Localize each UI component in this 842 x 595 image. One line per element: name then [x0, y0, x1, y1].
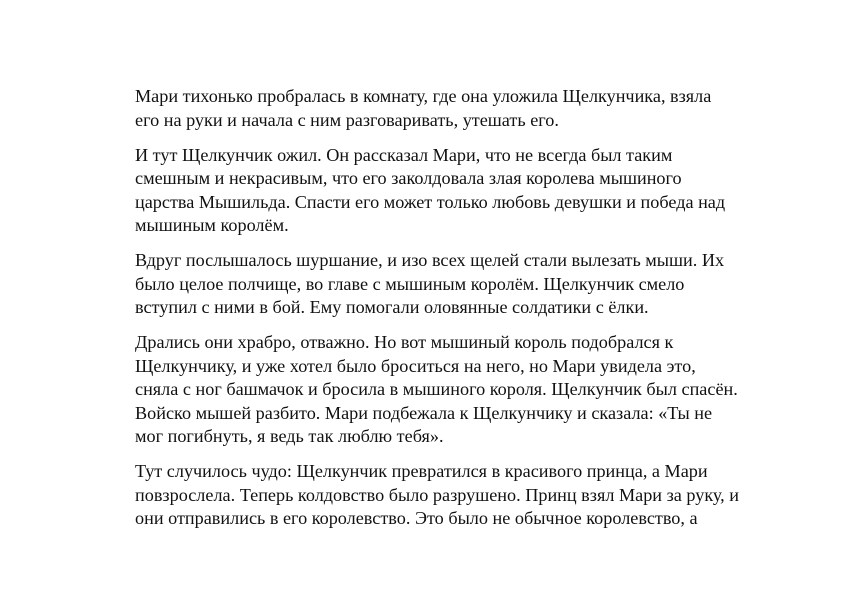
text-line: Щелкунчику, и уже хотел было броситься на него, но Мари увидела это, — [135, 355, 696, 376]
text-line: Мари тихонько пробралась в комнату, где она уложила Щелкунчика, взяла — [135, 86, 712, 106]
text-line: царства Мышильда. Спасти его может только любовь девушки и победа над — [135, 191, 726, 212]
text-line: Вдруг послышалось шуршание, и изо всех щелей стали вылезать мыши. Их — [135, 250, 725, 270]
text-line: мог погибнуть, я ведь так люблю тебя». — [135, 426, 444, 446]
text-line: мышиным королём. — [135, 215, 289, 235]
text-line: Войско мышей разбито. Мари подбежала к Щелкунчику и сказала: «Ты не — [135, 402, 713, 423]
paragraph-1 — [135, 85, 735, 132]
text-line: смешным и некрасивым, что его заколдовала злая королева мышиного — [135, 168, 682, 188]
paragraph-4 — [135, 331, 738, 449]
text-line: И тут Щелкунчик ожил. Он рассказал Мари, что не всегда был таким — [135, 144, 673, 165]
paragraph-3 — [135, 249, 735, 320]
text-line: вступил с ними в бой. Ему помогали оловянные солдатики с ёлки. — [135, 297, 649, 317]
text-line: Дрались они храбро, отважно. Но вот мышиный король подобрался к — [135, 332, 674, 352]
story-text — [135, 85, 739, 542]
text-line: повзрослела. Теперь колдовство было разрушено. Принц взял Мари за руку, и — [135, 484, 739, 505]
text-line: его на руки и начала с ним разговаривать, утешать его. — [135, 109, 559, 130]
paragraph-2 — [135, 144, 735, 238]
text-line: было целое полчище, во главе с мышиным королём. Щелкунчик смело — [135, 273, 685, 294]
text-line: они отправились в его королевство. Это было не обычное королевство, а — [135, 508, 698, 528]
text-line: сняла с ног башмачок и бросила в мышиного короля. Щелкунчик был спасён. — [135, 379, 738, 399]
text-line: Тут случилось чудо: Щелкунчик превратился в красивого принца, а Мари — [135, 461, 708, 481]
paragraph-5 — [135, 460, 739, 531]
